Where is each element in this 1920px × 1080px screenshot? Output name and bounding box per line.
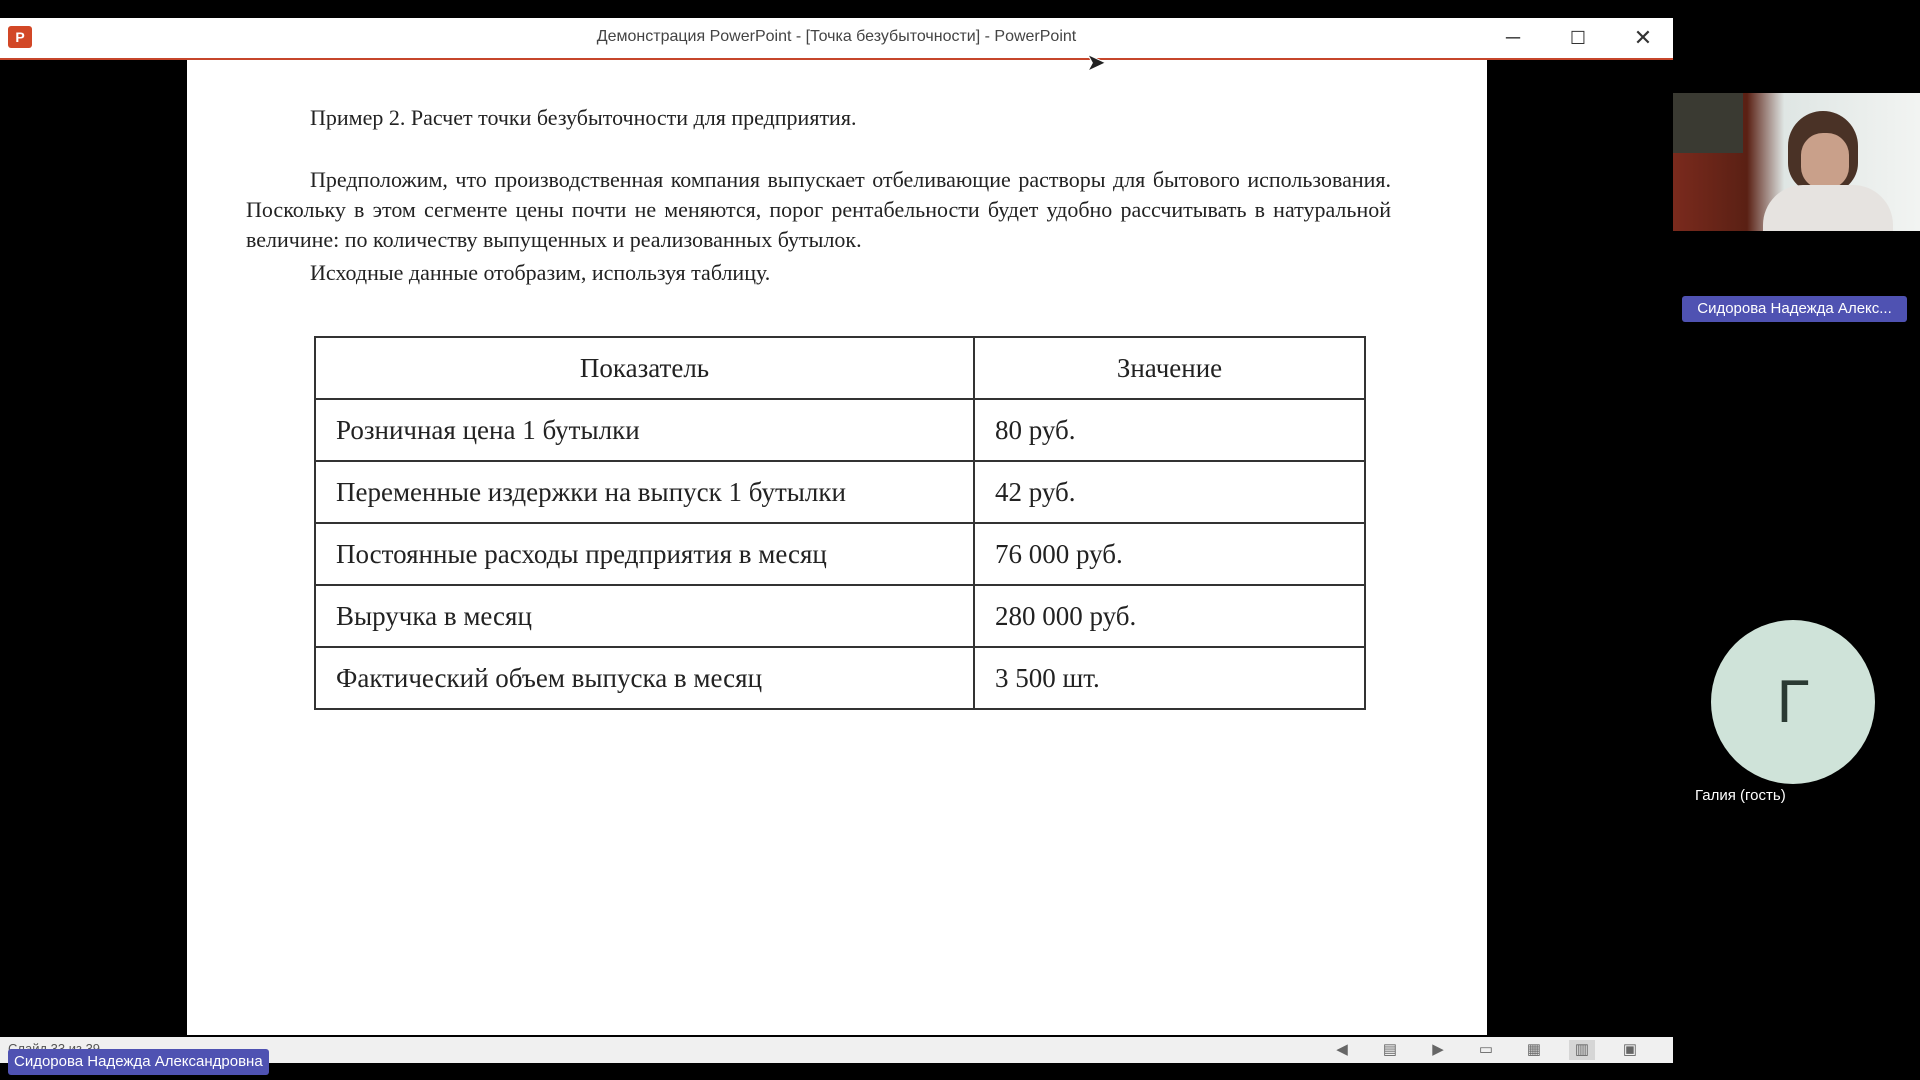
table-row [315,399,1365,461]
reading-view-icon[interactable]: ▥ [1569,1040,1595,1060]
table-cell: 80 руб. [974,399,1365,461]
table-cell: Фактический объем выпуска в месяц [315,647,974,709]
table-row [315,523,1365,585]
participant-body [1763,185,1893,231]
table-row [315,461,1365,523]
slide-paragraph: Предположим, что производственная компания выпускает отбеливающие растворы для бытового использования. Поскольку в этом сегменте цены почти не меняются, порог рентабельности будет удобно рассчитывать в натуральной величине: по количеству выпущенных и реализованных бутылок. [246,167,1391,252]
table-header: Значение [974,337,1365,399]
participant-name-chip: Сидорова Надежда Алекс... [1682,296,1907,322]
table-cell: 3 500 шт. [974,647,1365,709]
table-row [315,585,1365,647]
table-cell: Постоянные расходы предприятия в месяц [315,523,974,585]
presenter-name-label: Сидорова Надежда Александровна [8,1049,269,1075]
table-cell: 76 000 руб. [974,523,1365,585]
table-cell: 280 000 руб. [974,585,1365,647]
slide[interactable] [187,60,1487,1035]
status-bar-controls [1329,1040,1643,1060]
title-bar [0,18,1673,60]
guest-name: Галия (гость) [1695,787,1786,804]
table-cell: Переменные издержки на выпуск 1 бутылки [315,461,974,523]
maximize-button[interactable]: ☐ [1569,28,1587,48]
table-header-row [315,337,1365,399]
table-header: Показатель [315,337,974,399]
normal-view-icon[interactable]: ▭ [1478,1041,1494,1058]
next-slide-icon[interactable]: ▶ [1432,1041,1444,1058]
table-row [315,647,1365,709]
powerpoint-icon: P [8,26,32,48]
slide-heading: Пример 2. Расчет точки безубыточности для предприятия. [310,105,857,130]
minimize-button[interactable]: ─ [1505,27,1521,49]
slideshow-icon[interactable]: ▣ [1622,1041,1638,1058]
table-cell: 42 руб. [974,461,1365,523]
data-table [314,336,1366,710]
participant-video-tile[interactable] [1673,93,1920,231]
video-background [1673,93,1743,153]
window-title: Демонстрация PowerPoint - [Точка безубыточности] - PowerPoint [596,28,1077,45]
menu-icon[interactable]: ▤ [1382,1041,1398,1058]
mouse-cursor-icon: ➤ [1085,47,1107,77]
table-cell: Выручка в месяц [315,585,974,647]
table-cell: Розничная цена 1 бутылки [315,399,974,461]
slide-sorter-icon[interactable]: ▦ [1526,1041,1542,1058]
guest-avatar[interactable]: Г [1711,620,1875,784]
previous-slide-icon[interactable]: ◀ [1336,1041,1348,1058]
slide-paragraph-2: Исходные данные отобразим, используя таблицу. [310,260,771,285]
participant-face [1801,133,1849,189]
close-button[interactable]: ✕ [1633,25,1653,50]
